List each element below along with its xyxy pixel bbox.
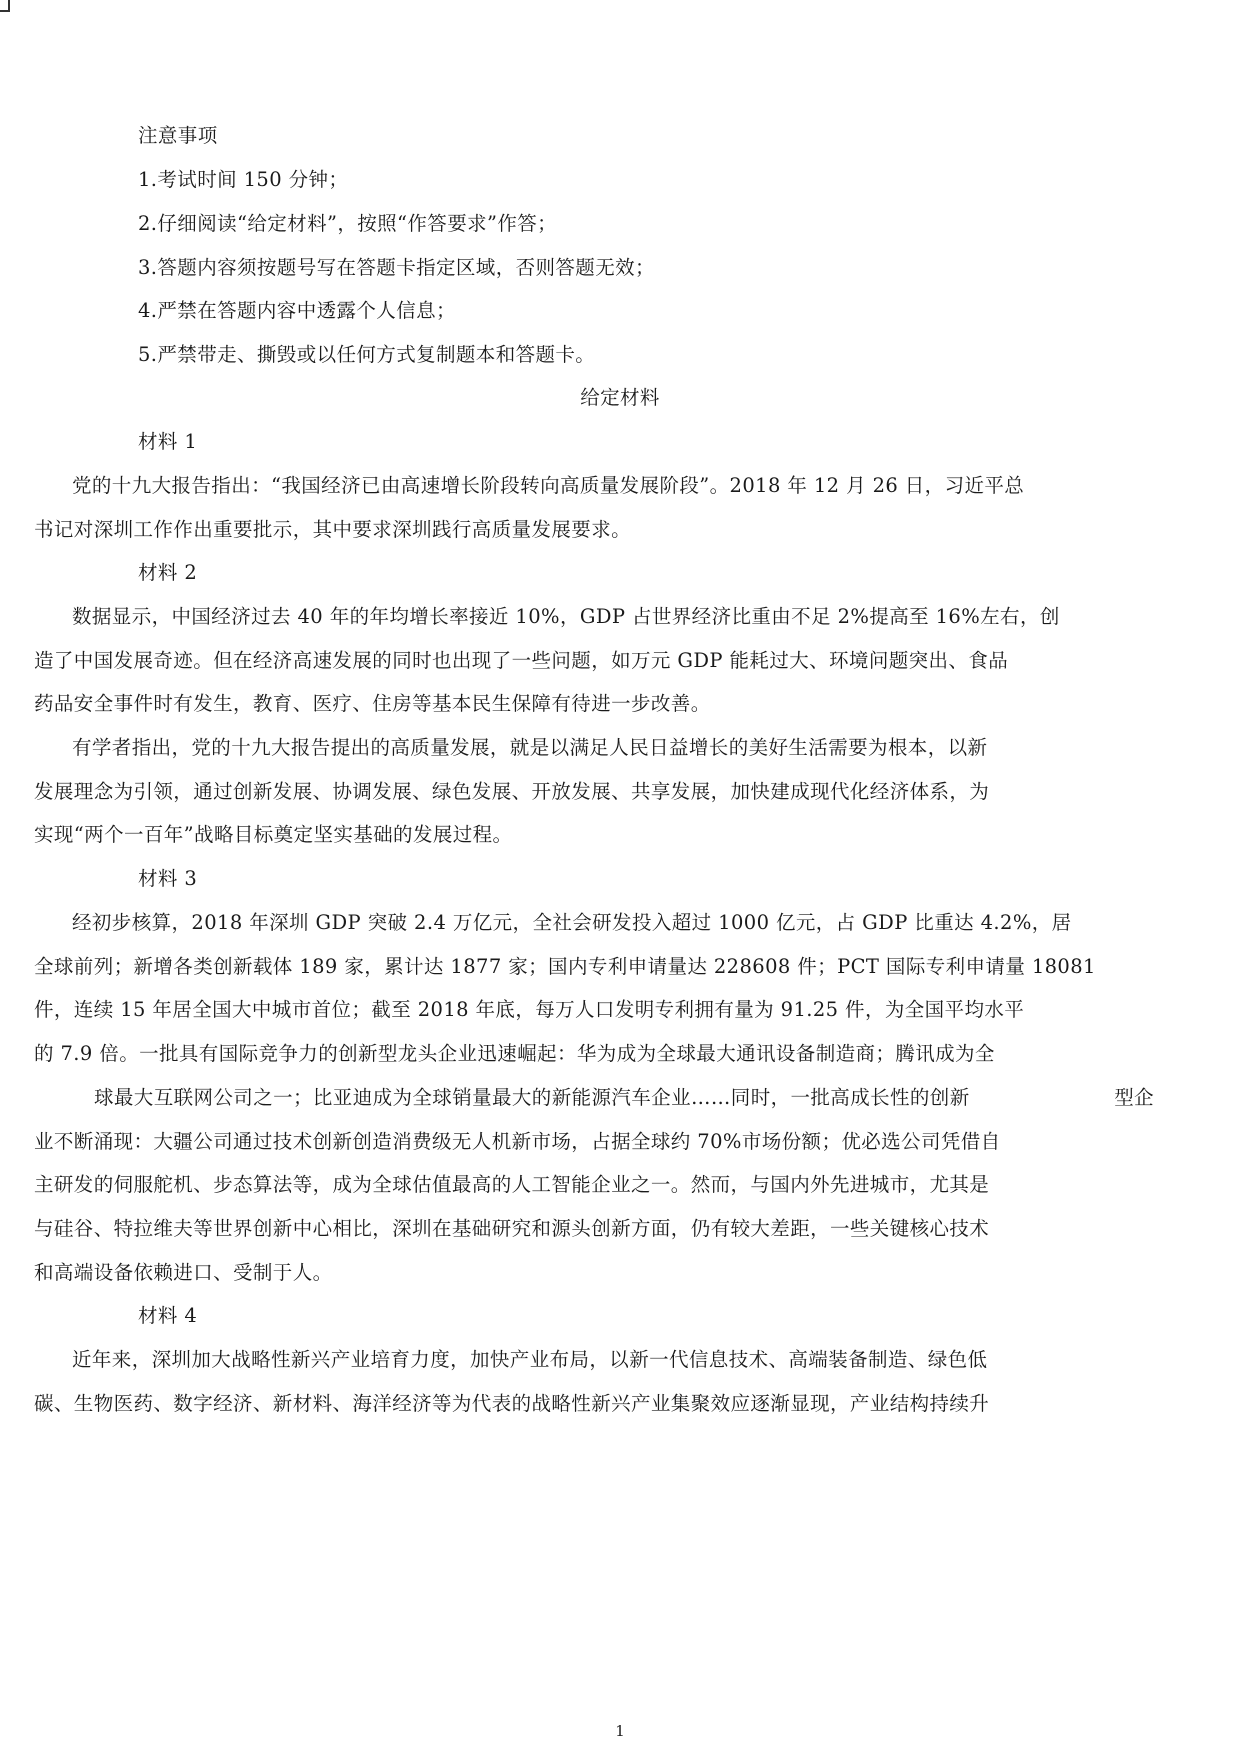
paragraph-line: 业不断涌现：大疆公司通过技术创新创造消费级无人机新市场，占据全球约 70%市场份额；优必选公司凭借自 (34, 1130, 1001, 1153)
notice-title: 注意事项 (138, 124, 218, 147)
material-label: 材料 3 (138, 867, 198, 890)
paragraph-line: 造了中国发展奇迹。但在经济高速发展的同时也出现了一些问题，如万元 GDP 能耗过大、环境问题突出、食品 (34, 649, 1009, 672)
paragraph-line: 书记对深圳工作作出重要批示，其中要求深圳践行高质量发展要求。 (34, 518, 632, 541)
page-number: 1 (615, 1722, 625, 1740)
paragraph-line: 件，连续 15 年居全国大中城市首位；截至 2018 年底，每万人口发明专利拥有量为 91.25 件，为全国平均水平 (34, 998, 1025, 1021)
notice-item: 4.严禁在答题内容中透露个人信息； (138, 299, 456, 322)
paragraph-line: 近年来，深圳加大战略性新兴产业培育力度，加快产业布局，以新一代信息技术、高端装备制造、绿色低 (72, 1348, 988, 1371)
paragraph-line: 与硅谷、特拉维夫等世界创新中心相比，深圳在基础研究和源头创新方面，仍有较大差距，一些关键核心技术 (34, 1217, 990, 1240)
paragraph-line: 主研发的伺服舵机、步态算法等，成为全球估值最高的人工智能企业之一。然而，与国内外先进城市，尤其是 (34, 1173, 990, 1196)
paragraph-segment: 球最大互联网公司之一；比亚迪成为全球销量最大的新能源汽车企业……同时，一批高成长性的创新 (94, 1086, 970, 1109)
paragraph-line: 经初步核算，2018 年深圳 GDP 突破 2.4 万亿元，全社会研发投入超过 1000 亿元，占 GDP 比重达 4.2%，居 (72, 911, 1072, 934)
paragraph-line: 发展理念为引领，通过创新发展、协调发展、绿色发展、开放发展、共享发展，加快建成现代化经济体系，为 (34, 780, 990, 803)
section-title: 给定材料 (580, 386, 660, 409)
paragraph-line: 和高端设备依赖进口、受制于人。 (34, 1261, 333, 1284)
paragraph-segment: 型企 (1114, 1086, 1154, 1109)
material-label: 材料 2 (138, 561, 198, 584)
paragraph-line: 碳、生物医药、数字经济、新材料、海洋经济等为代表的战略性新兴产业集聚效应逐渐显现，产业结构持续升 (34, 1392, 990, 1415)
material-label: 材料 4 (138, 1304, 198, 1327)
paragraph-line: 党的十九大报告指出：“我国经济已由高速增长阶段转向高质量发展阶段”。2018 年 12 月 26 日，习近平总 (72, 474, 1025, 497)
paragraph-line: 全球前列；新增各类创新载体 189 家，累计达 1877 家；国内专利申请量达 228608 件；PCT 国际专利申请量 18081 (34, 955, 1096, 978)
paragraph-line: 的 7.9 倍。一批具有国际竞争力的创新型龙头企业迅速崛起：华为成为全球最大通讯设备制造商；腾讯成为全 (34, 1042, 995, 1065)
notice-item: 1.考试时间 150 分钟； (138, 168, 349, 191)
paragraph-line: 有学者指出，党的十九大报告提出的高质量发展，就是以满足人民日益增长的美好生活需要为根本，以新 (72, 736, 988, 759)
paragraph-line: 实现“两个一百年”战略目标奠定坚实基础的发展过程。 (34, 823, 513, 846)
paragraph-line: 药品安全事件时有发生，教育、医疗、住房等基本民生保障有待进一步改善。 (34, 692, 711, 715)
paragraph-line: 数据显示，中国经济过去 40 年的年均增长率接近 10%，GDP 占世界经济比重由不足 2%提高至 16%左右，创 (72, 605, 1060, 628)
paragraph-line-split (94, 1084, 1154, 1112)
notice-item: 2.仔细阅读“给定材料”，按照“作答要求”作答； (138, 212, 558, 235)
material-label: 材料 1 (138, 430, 198, 453)
notice-item: 5.严禁带走、撕毁或以任何方式复制题本和答题卡。 (138, 343, 596, 366)
notice-item: 3.答题内容须按题号写在答题卡指定区域，否则答题无效； (138, 256, 655, 279)
